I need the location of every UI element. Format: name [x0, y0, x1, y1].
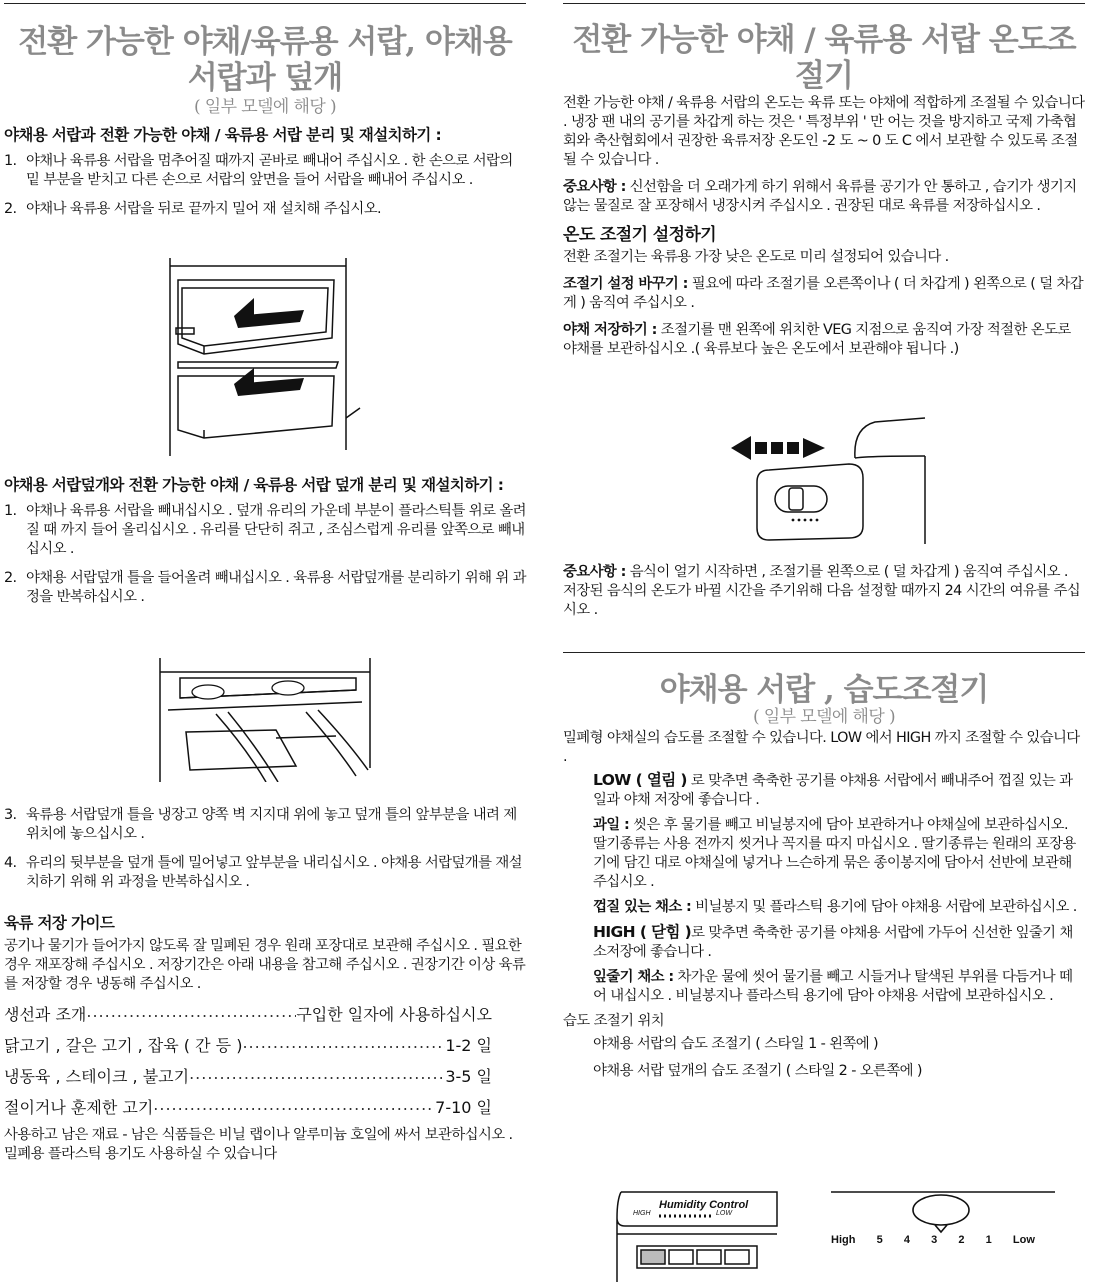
list-item: 2. 야채나 육류용 서랍을 뒤로 끝까지 밀어 재 설치해 주십시오.	[4, 201, 382, 217]
vegetable-storage-text: 야채 저장하기 : 조절기를 맨 왼쪽에 위치한 VEG 지점으로 움직여 가장 적절한 온도로 야채를 보관하십시오 .( 육류보다 높은 온도에서 보관해야 됩니다 .)	[563, 322, 1071, 357]
drawer-removal-illustration	[164, 258, 364, 456]
section-title-humidity: 야채용 서랍 , 습도조절기	[659, 672, 989, 708]
cover-removal-steps-b	[4, 806, 526, 892]
heading-set-control: 온도 조절기 설정하기	[563, 225, 717, 245]
control-location-heading: 습도 조절기 위치	[563, 1013, 665, 1029]
change-setting-text: 조절기 설정 바꾸기 : 필요에 따라 조절기를 오른쪽이나 ( 더 차갑게 ) 왼쪽으로 ( 덜 차갑게 ) 움직여 주십시오 .	[563, 276, 1084, 311]
title-line-2: 서랍과 덮개	[187, 60, 343, 96]
humidity-dial	[823, 1188, 1063, 1258]
low-setting-text: LOW ( 열림 ) 로 맞추면 축축한 공기를 야채용 서랍에서 빼내주어 껍질 있는 과일과 야채 저장에 좋습니다 .	[593, 771, 1073, 808]
table-row: 냉동육 , 스테이크 , 불고기 ..... 3-5 일	[4, 1064, 492, 1087]
dial-label-3: 3	[931, 1234, 938, 1246]
dial-label-high: High	[831, 1234, 856, 1246]
humidity-control-panel	[611, 1190, 781, 1282]
peel-vegetable-text: 껍질 있는 채소 : 비닐봉지 및 플라스틱 용기에 담아 야채용 서랍에 보관하십시오 .	[593, 899, 1077, 915]
dial-label-1: 1	[985, 1234, 992, 1246]
important-note-1: 중요사항 : 신선함을 더 오래가게 하기 위해서 육류를 공기가 안 통하고 , 습기가 생기지 않는 물질로 잘 포장해서 냉장시켜 주십시오 . 권장된 대로 육류를 저장하십시오 .	[563, 179, 1077, 214]
thermostat-intro: 전환 가능한 야채 / 육류용 서랍의 온도는 육류 또는 야채에 적합하게 조절될 수 있습니다 . 냉장 팬 내의 공기를 차갑게 하는 것은 ' 특정부위 ' 만 어는 것을 방지하고 국제 가축협회와 축산협회에서 권장한 육류저장 온도인 -2 도 ~ 0 도 C 에서 보관할 수 있도록 조절될 수 있습니다 .	[563, 95, 1085, 168]
dial-label-2: 2	[958, 1234, 965, 1246]
cover-removal-illustration	[156, 658, 378, 782]
meat-guide-intro: 공기나 물기가 들어가지 않도록 잘 밀폐된 경우 원래 포장대로 보관해 주십시오 . 필요한 경우 재포장해 주십시오 . 저장기간은 아래 내용을 참고해 주십시오 . 권장기간 이상 육류를 저장할 경우 냉동해 주십시오 .	[4, 938, 526, 992]
humidity-panel-low-label: LOW	[716, 1210, 732, 1217]
list-item: 1. 야채나 육류용 서랍을 멈추어질 때까지 곧바로 빼내어 주십시오 . 한 손으로 서랍의 밑 부분을 받치고 다른 손으로 서랍의 앞면을 들어 서랍을 빼내어 주십시오 .	[4, 153, 513, 188]
heading-meat-guide: 육류 저장 가이드	[4, 914, 115, 932]
heading-cover-removal: 야채용 서랍덮개와 전환 가능한 야채 / 육류용 서랍 덮개 분리 및 재설치하기 :	[4, 476, 504, 494]
control-location-style-2: 야채용 서랍 덮개의 습도 조절기 ( 스타일 2 - 오른쪽에 )	[593, 1063, 922, 1079]
divider-rule	[563, 652, 1085, 653]
humidity-dial-scale	[823, 1234, 1063, 1246]
top-rule-left	[4, 3, 526, 4]
heading-drawer-removal: 야채용 서랍과 전환 가능한 야채 / 육류용 서랍 분리 및 재설치하기 :	[4, 126, 442, 144]
model-note: ( 일부 모델에 해당 )	[193, 97, 337, 117]
dial-label-5: 5	[876, 1234, 883, 1246]
cover-removal-steps-a	[4, 502, 526, 607]
dial-label-4: 4	[903, 1234, 910, 1246]
thermostat-slider-illustration	[729, 408, 929, 548]
list-item: 2. 야채용 서랍덮개 틀을 들어올려 빼내십시오 . 육류용 서랍덮개를 분리하기 위해 위 과정을 반복하십시오 .	[4, 570, 526, 605]
list-item: 4. 유리의 뒷부분을 덮개 틀에 밀어넣고 앞부분을 내리십시오 . 야채용 서랍덮개를 재설치하기 위해 위 과정을 반복하십시오 .	[4, 855, 522, 890]
table-row: 생선과 조개 ..... 구입한 일자에 사용하십시오	[4, 1002, 492, 1025]
humidity-panel-title: Humidity Control	[659, 1199, 749, 1211]
humidity-dial-shape	[823, 1188, 1063, 1258]
meat-guide-outro: 사용하고 남은 재료 - 남은 식품들은 비닐 랩이나 알루미늄 호일에 싸서 보관하십시오 . 밀폐용 플라스틱 용기도 사용하실 수 있습니다	[4, 1127, 513, 1162]
meat-storage-table	[4, 1002, 492, 1118]
table-row: 절이거나 훈제한 고기 ..... 7-10 일	[4, 1095, 492, 1118]
section-title-thermostat: 전환 가능한 야채 / 육류용 서랍 온도조절기	[572, 22, 1076, 94]
high-setting-text: HIGH ( 닫힘 )로 맞추면 축축한 공기를 야채용 서랍에 가두어 신선한 잎줄기 채소저장에 좋습니다 .	[593, 923, 1073, 960]
drawer-removal-steps	[4, 152, 526, 219]
set-control-text: 전환 조절기는 육류용 가장 낮은 온도로 미리 설정되어 있습니다 .	[563, 249, 949, 265]
title-line-1: 전환 가능한 야채/육류용 서랍, 야채용	[18, 24, 512, 60]
humidity-panel-high-label: HIGH	[633, 1210, 651, 1217]
list-item: 1. 야채나 육류용 서랍을 빼내십시오 . 덮개 유리의 가운데 부분이 플라스틱틀 위로 올려질 때 까지 들어 올리십시오 . 유리를 단단히 쥐고 , 조심스럽게 유리를 앞쪽으로 빼내십시오 .	[4, 503, 526, 557]
table-row: 닭고기 , 갈은 고기 , 잡육 ( 간 등 ) ..... 1-2 일	[4, 1033, 492, 1056]
section-title-drawers	[4, 24, 526, 96]
humidity-intro: 밀폐형 야채실의 습도를 조절할 수 있습니다. LOW 에서 HIGH 까지 조절할 수 있습니다 .	[563, 730, 1080, 765]
leafy-vegetable-text: 잎줄기 채소 : 차가운 물에 씻어 물기를 빼고 시들거나 탈색된 부위를 다듬거나 떼어 내십시오 . 비닐봉지나 플라스틱 용기에 담아 야채용 서랍에 보관하십시오 .	[593, 969, 1073, 1004]
model-note-humidity: ( 일부 모델에 해당 )	[752, 707, 896, 727]
control-location-style-1: 야채용 서랍의 습도 조절기 ( 스타일 1 - 왼쪽에 )	[593, 1036, 879, 1052]
fruit-text: 과일 : 씻은 후 물기를 빼고 비닐봉지에 담아 보관하거나 야채실에 보관하십시오. 딸기종류는 사용 전까지 씻거나 꼭지를 따지 마십시오 . 딸기종류는 원래의 포장용기에 담긴 대로 야채실에 넣거나 느슨하게 묶은 종이봉지에 담아서 선반에 보관해 주십시오 .	[593, 817, 1076, 890]
list-item: 3. 육류용 서랍덮개 틀을 냉장고 양쪽 벽 지지대 위에 놓고 덮개 틀의 앞부분을 내려 제 위치에 놓으십시오 .	[4, 807, 517, 842]
top-rule-right	[563, 3, 1085, 4]
dial-label-low: Low	[1012, 1234, 1035, 1246]
important-note-2: 중요사항 : 음식이 얼기 시작하면 , 조절기를 왼쪽으로 ( 덜 차갑게 ) 움직여 주십시오 . 저장된 음식의 온도가 바뀔 시간을 주기위해 다음 설정할 때까지 24 시간의 여유를 주십시오 .	[563, 564, 1081, 618]
